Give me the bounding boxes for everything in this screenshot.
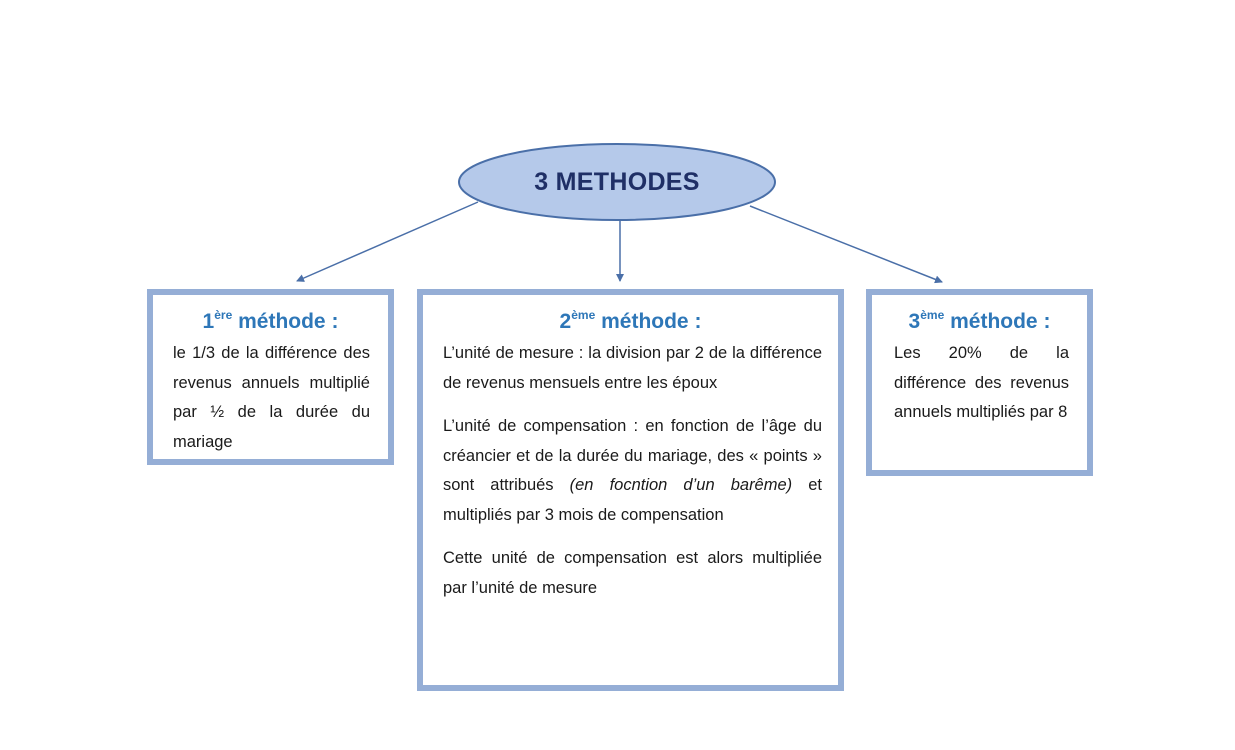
- method-2-measure-text: L’unité de mesure : la division par 2 de la différence de revenus mensuels entre les époux: [443, 344, 822, 392]
- root-node: [458, 143, 776, 221]
- arrow-to-method-3: [750, 206, 942, 282]
- method-3-text: Les 20% de la différence des revenus annuels multipliés par 8: [894, 344, 1069, 421]
- method-1-label: méthode :: [238, 310, 339, 333]
- method-2-compensation-italic: (en focntion d’un barême): [569, 476, 793, 494]
- method-3-ordinal: ème: [920, 308, 945, 322]
- method-2-box: [417, 289, 844, 691]
- method-2-paragraph-result: [437, 544, 824, 603]
- method-1-number: 1: [202, 310, 215, 333]
- method-2-compensation-end: et multipliés par 3 mois de compensation: [443, 476, 822, 524]
- method-3-label: méthode :: [950, 310, 1051, 333]
- method-1-title: [167, 309, 374, 335]
- method-3-number: 3: [908, 310, 921, 333]
- method-3-paragraph: [886, 339, 1073, 428]
- method-2-label: méthode :: [601, 310, 702, 333]
- method-2-paragraph-measure: [437, 339, 824, 398]
- method-1-text: le 1/3 de la différence des revenus annuels multiplié par ½ de la durée du mariage: [173, 344, 370, 451]
- root-title: 3 METHODES: [534, 167, 700, 196]
- method-1-paragraph: [167, 339, 374, 457]
- method-2-compensation-text: L’unité de compensation : en fonction de l’âge du créancier et de la durée du mariage, des « points » sont attribués: [443, 417, 822, 494]
- method-1-box: [147, 289, 394, 465]
- method-2-ordinal: ème: [571, 308, 596, 322]
- method-2-number: 2: [559, 310, 572, 333]
- method-2-title: [437, 309, 824, 335]
- method-3-title: [886, 309, 1073, 335]
- method-2-paragraph-compensation: [437, 412, 824, 530]
- method-2-result-text: Cette unité de compensation est alors multipliée par l’unité de mesure: [443, 549, 822, 597]
- method-3-box: [866, 289, 1093, 476]
- method-1-ordinal: ère: [214, 308, 233, 322]
- arrow-to-method-1: [297, 202, 478, 281]
